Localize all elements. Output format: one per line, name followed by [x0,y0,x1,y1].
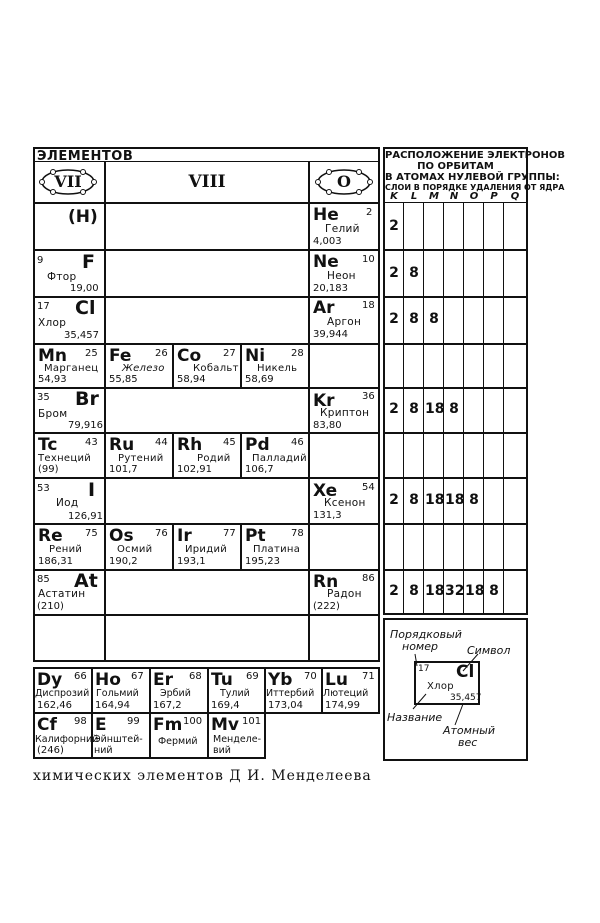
legend-symbol-label: Символ [467,644,511,657]
element-weight: 54,93 [38,374,67,385]
element-number: 54 [362,482,375,493]
shell-count: 2 [389,265,399,281]
element-weight: 58,94 [177,374,206,385]
group-vii-label: VII [54,172,82,191]
shell-count: 8 [409,311,419,327]
element-weight: 190,2 [109,556,138,567]
element-symbol: I [88,479,96,501]
element-weight: 174,99 [325,700,360,711]
element-symbol: Mn [38,346,68,366]
element-number: 10 [362,254,375,265]
orbits-header-line4: СЛОИ В ПОРЯДКЕ УДАЛЕНИЯ ОТ ЯДРА [385,183,565,192]
shell-count: 2 [389,492,399,508]
element-name: Родий [197,453,231,464]
element-weight: 186,31 [38,556,73,567]
element-name: Рутений [118,453,164,464]
element-name: Диспрозий [35,688,90,699]
legend-example-weight: 35,457 [450,693,482,703]
element-symbol: Mv [211,715,239,735]
shell-count: 18 [425,401,445,417]
element-name: Фтор [47,271,77,283]
element-symbol: Br [75,388,99,410]
element-weight: 164,94 [95,700,130,711]
element-number: 17 [37,301,50,312]
shell-count: 18 [425,492,445,508]
element-name: Иттербий [266,688,315,699]
element-symbol: Co [177,346,202,366]
element-number: 100 [183,716,203,727]
hydrogen-placeholder: (H) [68,207,98,227]
element-name: Бром [38,408,68,420]
element-symbol: Ne [313,252,339,272]
shell-count: 8 [409,583,419,599]
element-symbol: Rh [177,435,203,455]
element-symbol: Ho [95,670,121,690]
shell-label: N [449,191,459,202]
element-name: Тулий [220,688,250,699]
element-symbol: At [74,570,98,592]
element-number: 2 [366,207,373,218]
legend-weight-label-2: вес [458,736,478,749]
element-number: 9 [37,255,44,266]
element-number: 36 [362,391,375,402]
element-weight: 102,91 [177,464,212,475]
legend-ordinal-label-2: номер [402,640,438,653]
orbits-header-line2: ПО ОРБИТАМ [417,161,494,172]
element-number: 35 [37,392,50,403]
element-symbol: Yb [268,670,293,690]
element-weight: 131,3 [313,510,342,521]
element-weight: 83,80 [313,420,342,431]
table-title: ЭЛЕМЕНТОВ [37,149,134,164]
element-name: Криптон [320,407,370,419]
element-number: 86 [362,573,375,584]
element-symbol: Cf [37,715,57,735]
element-name: Аргон [327,316,362,328]
element-name: Радон [327,588,362,600]
shell-label: O [469,191,479,202]
element-symbol: Dy [37,670,63,690]
element-number: 26 [155,348,168,359]
element-number: 69 [246,671,259,682]
element-number: 99 [127,716,140,727]
legend-weight-label: Атомный [443,724,495,737]
element-weight: 173,04 [268,700,303,711]
element-name: Железо [122,363,165,374]
shell-count: 8 [429,311,439,327]
element-weight: 169,4 [211,700,240,711]
element-weight: (246) [37,745,64,756]
element-weight: (222) [313,601,340,612]
element-number: 25 [85,348,98,359]
legend-pointer-lines [383,618,528,761]
legend-ordinal-label: Порядковый [390,628,462,641]
shell-label: M [429,191,439,202]
element-number: 18 [362,300,375,311]
shell-count: 8 [469,492,479,508]
element-weight: 101,7 [109,464,138,475]
shell-count: 8 [409,265,419,281]
element-weight: 35,457 [64,330,99,341]
legend-example-number: 17 [418,664,430,674]
element-name: Палладий [252,453,307,464]
element-symbol: Os [109,526,134,546]
element-number: 78 [291,528,304,539]
element-number: 44 [155,437,168,448]
element-number: 45 [223,437,236,448]
element-name: Ксенон [324,497,366,509]
shell-label: P [490,191,498,202]
element-name: Иридий [185,544,228,555]
element-weight: (210) [37,601,64,612]
element-name: Марганец [44,363,99,374]
element-name: Гольмий [96,688,139,699]
element-name: Кобальт [193,363,239,374]
orbits-header-line1: РАСПОЛОЖЕНИЕ ЭЛЕКТРОНОВ [385,150,565,161]
element-name: Эрбий [160,688,191,699]
element-number: 75 [85,528,98,539]
element-symbol: Ir [177,526,192,546]
element-number: 68 [189,671,202,682]
shell-count: 2 [389,401,399,417]
shell-count: 18 [445,492,465,508]
element-number: 46 [291,437,304,448]
shell-count: 32 [445,583,465,599]
element-symbol: E [95,715,107,735]
element-weight: 58,69 [245,374,274,385]
element-symbol: Cl [75,297,96,319]
shell-count: 8 [409,492,419,508]
element-symbol: Re [38,526,63,546]
shell-count: 18 [425,583,445,599]
element-symbol: Kr [313,391,335,411]
element-name: Никель [257,363,298,374]
element-number: 76 [155,528,168,539]
element-name: Неон [327,270,356,282]
element-weight: 20,183 [313,283,348,294]
legend-name-label: Название [387,711,443,724]
element-symbol: Rn [313,572,339,592]
element-name: Иод [56,497,79,509]
element-symbol: Lu [325,670,348,690]
element-symbol: Ni [245,346,266,366]
element-weight: 126,91 [68,511,103,522]
element-weight: (99) [38,464,59,475]
element-number: 101 [242,716,262,727]
element-name: Эйнштей-ний [94,734,143,756]
element-name: Гелий [325,223,360,235]
element-name: Рений [49,544,83,555]
legend-example-name: Хлор [427,681,454,692]
shell-label: K [390,191,398,202]
element-symbol: Ar [313,298,335,318]
element-number: 67 [131,671,144,682]
element-weight: 193,1 [177,556,206,567]
element-name: Калифорний [35,734,99,745]
element-symbol: Er [153,670,173,690]
element-name: Менделе-вий [213,734,262,756]
shell-label: Q [510,191,520,202]
element-name: Хлор [38,317,67,329]
element-number: 66 [74,671,87,682]
shell-count: 8 [489,583,499,599]
element-symbol: Ru [109,435,135,455]
shell-count: 2 [389,311,399,327]
element-name: Фермий [158,736,198,747]
element-weight: 79,916 [68,420,103,431]
element-weight: 55,85 [109,374,138,385]
element-weight: 4,003 [313,236,342,247]
element-name: Технеций [38,453,92,464]
element-weight: 195,23 [245,556,280,567]
shell-count: 18 [465,583,485,599]
element-symbol: Tu [211,670,233,690]
element-number: 28 [291,348,304,359]
element-symbol: He [313,205,339,225]
element-number: 27 [223,348,236,359]
group-0-label: O [337,172,351,191]
element-symbol: F [82,251,95,273]
shell-count: 8 [409,401,419,417]
page-caption: химических элементов Д И. Менделеева [33,768,372,784]
element-weight: 167,2 [153,700,182,711]
element-weight: 39,944 [313,329,348,340]
element-number: 43 [85,437,98,448]
shell-count: 8 [449,401,459,417]
group-viii-label: VIII [188,172,226,192]
element-weight: 106,7 [245,464,274,475]
element-name: Астатин [38,588,86,600]
shell-count: 2 [389,218,399,234]
element-weight: 19,00 [70,283,99,294]
shell-count: 2 [389,583,399,599]
shell-label: L [410,191,418,202]
element-number: 98 [74,716,87,727]
element-name: Платина [253,544,301,555]
element-symbol: Fm [153,715,183,735]
element-symbol: Tc [38,435,58,455]
element-name: Осмий [117,544,153,555]
element-name: Лютеций [323,688,369,699]
element-number: 85 [37,574,50,585]
legend-example-symbol: Cl [456,662,475,682]
element-number: 77 [223,528,236,539]
element-number: 70 [304,671,317,682]
orbits-header-line3: В АТОМАХ НУЛЕВОЙ ГРУППЫ: [385,172,560,183]
element-number: 53 [37,483,50,494]
element-weight: 162,46 [37,700,72,711]
element-symbol: Pt [245,526,266,546]
element-number: 71 [362,671,375,682]
element-symbol: Pd [245,435,270,455]
element-symbol: Xe [313,481,338,501]
element-symbol: Fe [109,346,132,366]
